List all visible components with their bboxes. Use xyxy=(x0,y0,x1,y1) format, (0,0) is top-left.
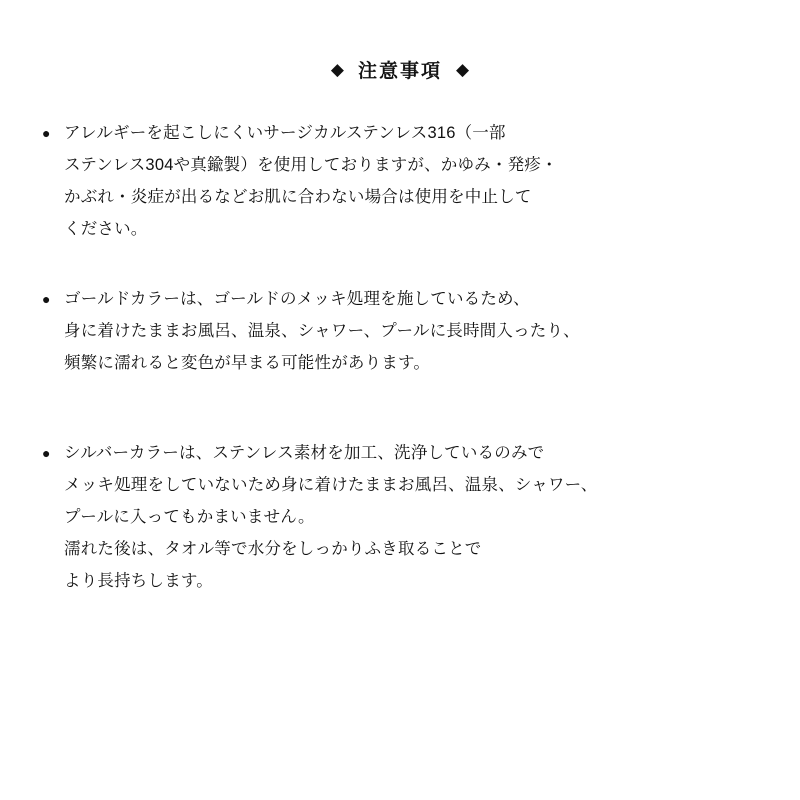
note-line: 頻繁に濡れると変色が早まる可能性があります。 xyxy=(64,354,431,372)
note-silver-color-body xyxy=(64,437,764,597)
bullet-icon: ● xyxy=(42,291,51,307)
diamond-right-icon: ◆ xyxy=(456,60,470,79)
notes-list xyxy=(36,117,764,597)
note-gold-color-body xyxy=(64,283,764,379)
note-line: より長持ちします。 xyxy=(64,572,213,590)
list-item xyxy=(40,117,764,245)
note-line: ください。 xyxy=(64,220,148,238)
note-line: プールに入ってもかまいません。 xyxy=(64,508,315,526)
note-line: ステンレス304や真鍮製）を使用しておりますが、かゆみ・発疹・ xyxy=(64,156,558,174)
list-item xyxy=(40,437,764,597)
note-material-body xyxy=(64,117,764,245)
note-line: アレルギーを起こしにくいサージカルステンレス316（一部 xyxy=(64,124,506,142)
note-line: ゴールドカラーは、ゴールドのメッキ処理を施しているため、 xyxy=(64,290,530,308)
bullet-icon: ● xyxy=(42,125,51,141)
bullet-icon: ● xyxy=(42,445,51,461)
note-line: シルバーカラーは、ステンレス素材を加工、洗浄しているのみで xyxy=(64,444,545,462)
note-line: 身に着けたままお風呂、温泉、シャワー、プールに長時間入ったり、 xyxy=(64,322,580,340)
page-title-text: 注意事項 xyxy=(357,61,442,82)
note-line: 濡れた後は、タオル等で水分をしっかりふき取ることで xyxy=(64,540,482,558)
note-line: かぶれ・炎症が出るなどお肌に合わない場合は使用を中止して xyxy=(64,188,532,206)
note-line: メッキ処理をしていないため身に着けたままお風呂、温泉、シャワー、 xyxy=(64,476,598,494)
diamond-left-icon: ◆ xyxy=(330,60,344,79)
page-title xyxy=(36,56,764,83)
list-item xyxy=(40,283,764,379)
